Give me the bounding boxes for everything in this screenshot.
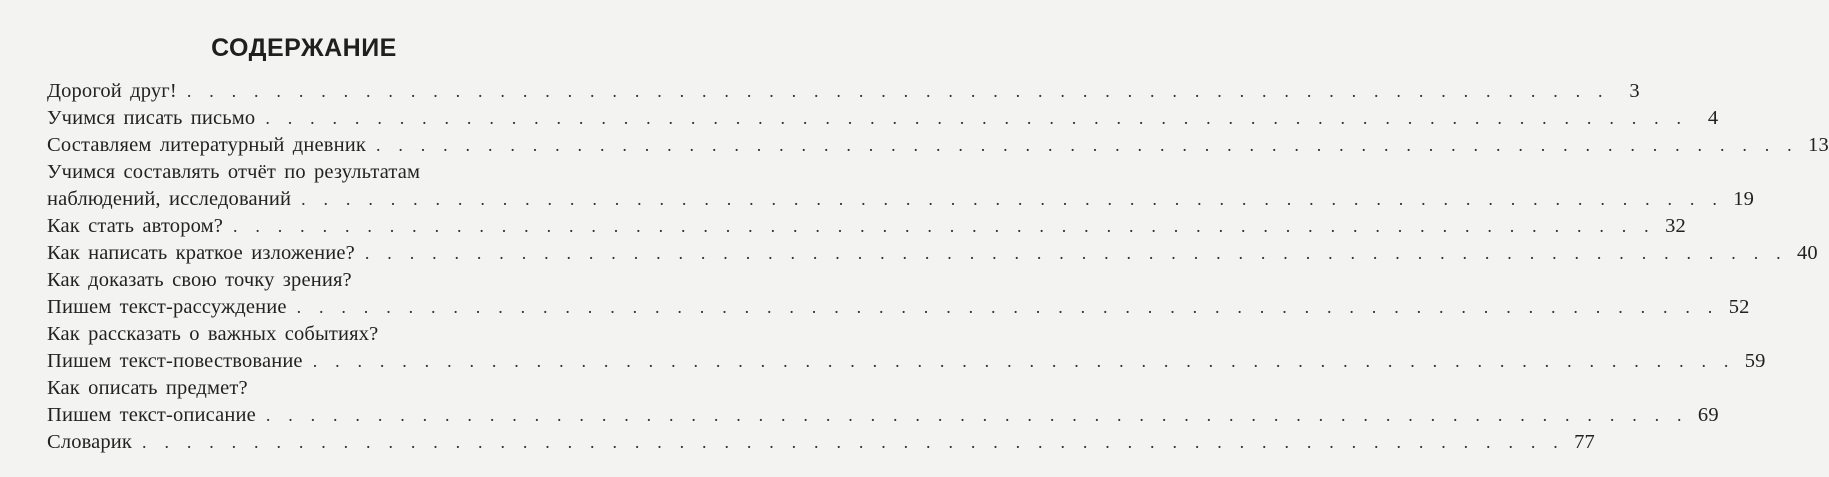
- toc-entry: [47, 321, 1766, 375]
- toc-entry-title: Как доказать свою точку зрения?: [47, 269, 352, 291]
- toc-entry: [47, 375, 1719, 429]
- toc-entry-title: Как стать автором?: [47, 215, 223, 237]
- toc-page-number: 3: [1629, 80, 1640, 102]
- toc-entry-title-continued: Пишем текст-рассуждение: [47, 296, 287, 318]
- toc-entry-title: Как описать предмет?: [47, 377, 248, 399]
- toc-page-number: 77: [1574, 431, 1595, 453]
- dot-leader: . . . . . . . . . . . . . . . . . . . . . . . . . . . . . . . . . . . . . . . . . . . . . . . . . . . . . . . . . . . . . . . .: [375, 135, 1797, 155]
- dot-leader: . . . . . . . . . . . . . . . . . . . . . . . . . . . . . . . . . . . . . . . . . . . . . . . . . . . . . . . . . . . . . . . .: [142, 432, 1563, 452]
- toc-page-number: 13: [1808, 134, 1829, 156]
- toc-page-number: 52: [1728, 296, 1750, 318]
- toc-entry-title: Словарик: [47, 431, 133, 453]
- toc-line: [47, 375, 583, 402]
- dot-leader: . . . . . . . . . . . . . . . . . . . . . . . . . . . . . . . . . . . . . . . . . . . . . . . . . . . . . . . . . . . . . . . .: [296, 297, 1718, 317]
- toc-page-number: 59: [1744, 350, 1766, 372]
- toc-line: [47, 267, 583, 294]
- toc-line: [47, 348, 1766, 375]
- toc-line: [47, 186, 1755, 213]
- toc-entry-title: Как написать краткое изложение?: [47, 242, 355, 264]
- toc-line: [47, 402, 1719, 429]
- dot-leader: . . . . . . . . . . . . . . . . . . . . . . . . . . . . . . . . . . . . . . . . . . . . . . . . . . . . . . . . . . . . . . . .: [312, 351, 1734, 371]
- toc-entry: [47, 267, 1750, 321]
- toc-entry-title-continued: Пишем текст-описание: [47, 404, 256, 426]
- toc-page-number: 19: [1733, 188, 1755, 210]
- toc-line: [47, 78, 1640, 105]
- toc-line: [47, 132, 1829, 159]
- toc-line: [47, 105, 1719, 132]
- toc-line: [47, 429, 1595, 456]
- toc-page-number: 40: [1796, 242, 1818, 264]
- toc-entry-title-continued: наблюдений, исследований: [47, 188, 292, 210]
- dot-leader: . . . . . . . . . . . . . . . . . . . . . . . . . . . . . . . . . . . . . . . . . . . . . . . . . . . . . . . . . . . . . . . .: [265, 108, 1687, 128]
- dot-leader: . . . . . . . . . . . . . . . . . . . . . . . . . . . . . . . . . . . . . . . . . . . . . . . . . . . . . . . . . . . . . . . .: [186, 81, 1608, 101]
- toc-page-number: 4: [1707, 107, 1719, 129]
- dot-leader: . . . . . . . . . . . . . . . . . . . . . . . . . . . . . . . . . . . . . . . . . . . . . . . . . . . . . . . . . . . . . . . .: [265, 405, 1687, 425]
- toc-page-number: 32: [1665, 215, 1686, 237]
- toc-page-number: 69: [1697, 404, 1719, 426]
- dot-leader: . . . . . . . . . . . . . . . . . . . . . . . . . . . . . . . . . . . . . . . . . . . . . . . . . . . . . . . . . . . . . . . .: [301, 189, 1723, 209]
- toc-line: [47, 159, 583, 186]
- toc-entry: [47, 105, 1719, 132]
- toc-entry-title: Учимся составлять отчёт по результатам: [47, 161, 421, 183]
- toc-line: [47, 213, 1686, 240]
- toc-line: [47, 294, 1750, 321]
- toc-entry-title: Дорогой друг!: [47, 80, 177, 102]
- toc-entry-title: Учимся писать письмо: [47, 107, 256, 129]
- toc-list: [47, 78, 1829, 456]
- toc-entry-title: Составляем литературный дневник: [47, 134, 366, 156]
- toc-heading: СОДЕРЖАНИЕ: [211, 34, 397, 62]
- toc-entry: [47, 429, 1595, 456]
- toc-entry: [47, 78, 1640, 105]
- toc-entry-title: Как рассказать о важных событиях?: [47, 323, 379, 345]
- toc-line: [47, 321, 583, 348]
- toc-entry: [47, 132, 1829, 159]
- toc-line: [47, 240, 1818, 267]
- dot-leader: . . . . . . . . . . . . . . . . . . . . . . . . . . . . . . . . . . . . . . . . . . . . . . . . . . . . . . . . . . . . . . . .: [232, 216, 1654, 236]
- dot-leader: . . . . . . . . . . . . . . . . . . . . . . . . . . . . . . . . . . . . . . . . . . . . . . . . . . . . . . . . . . . . . . . .: [364, 243, 1786, 263]
- toc-entry: [47, 213, 1686, 240]
- toc-entry: [47, 240, 1818, 267]
- toc-entry-title-continued: Пишем текст-повествование: [47, 350, 303, 372]
- toc-entry: [47, 159, 1755, 213]
